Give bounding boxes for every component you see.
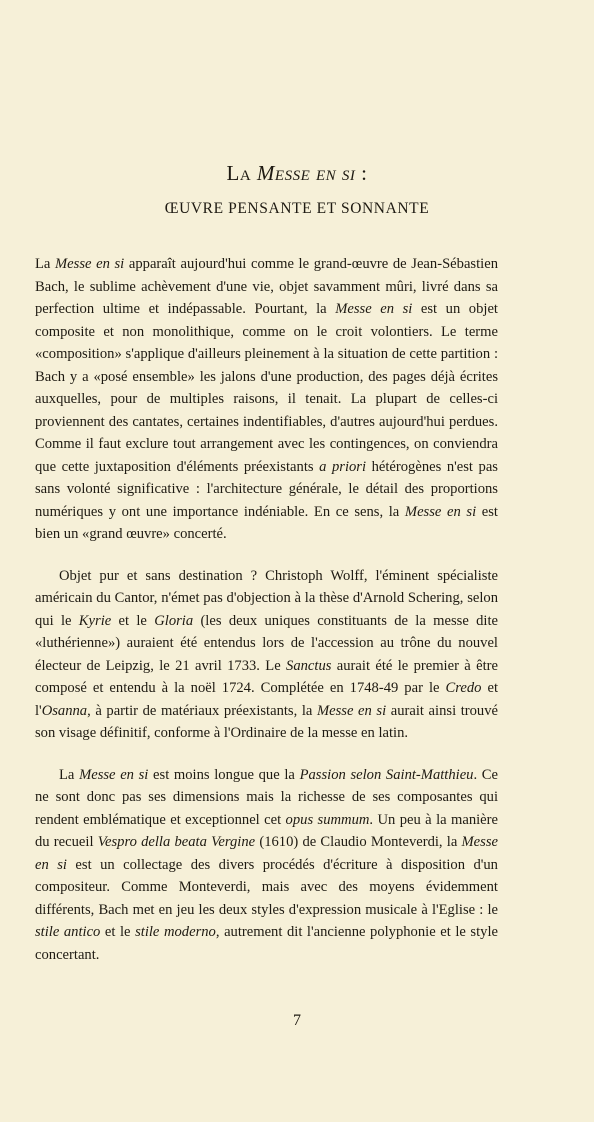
title-suffix: : <box>355 161 368 185</box>
title-prefix: La <box>226 161 257 185</box>
text-run: est moins longue que la <box>148 766 300 783</box>
text-run: (les deux uniques constituants de la messe dite «luthérienne») auraient été entendus lors de l'accession au trône du nouvel électeur de Leipzig, le 21 avril 1733. Le <box>35 612 498 674</box>
italic-text: Credo <box>445 680 482 696</box>
text-run: et l' <box>35 680 498 719</box>
italic-text: stile moderno <box>135 924 216 940</box>
text-run: hétérogènes n'est pas sans volonté significative : l'architecture générale, le détail des proportions numériques y ont une importance indéniable. En ce sens, la <box>35 458 498 520</box>
text-run: La <box>59 766 80 783</box>
italic-text: Messe en si <box>404 503 477 520</box>
italic-text: Osanna <box>41 702 88 719</box>
italic-text: Messe en si <box>316 702 387 719</box>
paragraph <box>35 764 498 967</box>
text-run: est bien un «grand œuvre» concerté. <box>35 503 498 542</box>
text-run: , à partir de matériaux préexistants, la <box>87 702 317 719</box>
text-run: aurait ainsi trouvé son visage définitif, conforme à l'Ordinaire de la messe en latin. <box>35 702 498 741</box>
paragraph <box>35 253 498 546</box>
text-run: est un collectage des divers procédés d'écriture à disposition d'un compositeur. Comme Monteverdi, mais avec des moyens évidemment différents, Bach met en jeu les deux styles d'expression musicale à l'Eglise : le <box>35 856 498 918</box>
text-run: et le <box>111 612 155 629</box>
paragraph <box>35 565 498 745</box>
body-text <box>35 253 498 966</box>
italic-text: Messe en si <box>335 301 413 317</box>
chapter-header <box>0 158 594 220</box>
italic-text: Messe en si <box>35 834 498 873</box>
page-number: 7 <box>293 1012 301 1029</box>
italic-text: Gloria <box>154 612 194 629</box>
italic-text: Passion selon Saint-Matthieu <box>299 766 474 783</box>
italic-text: Messe en si <box>79 766 149 783</box>
text-run: . Un peu à la manière du recueil <box>35 811 498 850</box>
chapter-title <box>0 158 594 188</box>
text-run: et le <box>100 924 136 940</box>
italic-text: Vespro della beata Vergine <box>97 834 256 850</box>
italic-text: Messe en si <box>55 256 125 272</box>
italic-text: a priori <box>319 458 367 475</box>
text-run: , autrement dit l'ancienne polyphonie et le style concertant. <box>35 924 498 963</box>
title-italic: Messe en si <box>256 161 356 185</box>
text-run: (1610) de Claudio Monteverdi, la <box>255 834 462 850</box>
chapter-subtitle: ŒUVRE PENSANTE ET SONNANTE <box>164 200 430 217</box>
italic-text: Kyrie <box>78 612 112 629</box>
italic-text: opus summum <box>285 811 370 828</box>
text-run: . Ce ne sont donc pas ses dimensions mais la richesse de ses composantes qui rendent emblématique et exceptionnel cet <box>35 766 499 828</box>
italic-text: Sanctus <box>286 657 332 674</box>
text-run: aurait été le premier à être composé et entendu à la noël 1724. Complétée en 1748-49 par le <box>35 657 498 696</box>
text-run: La <box>35 256 56 272</box>
italic-text: stile antico <box>35 924 101 940</box>
text-run: est un objet composite et non monolithique, comme on le croit volontiers. Le terme «composition» s'applique d'ailleurs pleinement à la situation de cette partition : Bach y a «posé ensemble» les jalons d'une production, des pages déjà écrites auxquelles, pour de multiples raisons, il tenait. La plupart de celles-ci proviennent des cantates, certaines indentifiables, d'autres aujourd'hui perdues. Comme il faut exclure tout arrangement avec les contingences, on conviendra que cette juxtaposition d'éléments préexistants <box>35 301 498 475</box>
text-run: apparaît aujourd'hui comme le grand-œuvre de Jean-Sébastien Bach, le sublime achèvement d'une vie, objet savamment mûri, livré dans sa perfection ultime et indépassable. Pourtant, la <box>35 256 498 317</box>
text-run: Objet pur et sans destination ? Christoph Wolff, l'éminent spécialiste américain du Cantor, n'émet pas d'objection à la thèse d'Arnold Schering, selon qui le <box>35 567 498 629</box>
